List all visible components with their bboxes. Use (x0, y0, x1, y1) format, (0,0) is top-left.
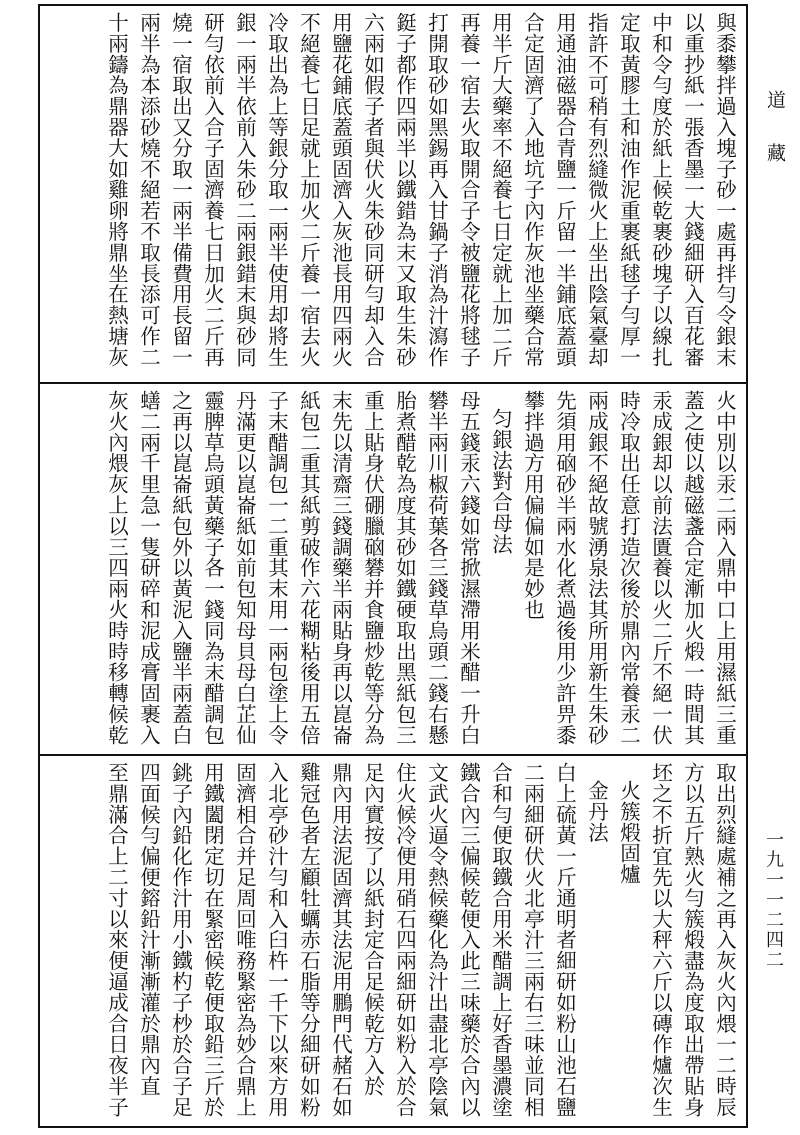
text-column: 合定固濟了入地坑子內作灰池坐藥合常 (520, 12, 545, 368)
book-title: 道 藏 (764, 90, 786, 168)
text-column: 以重抄紙一張香墨一大錢細研入百花審 (680, 12, 705, 368)
text-column: 住火候冷便用硝石四兩細研如粉入於合 (392, 762, 417, 1118)
text-column: 入北亭砂汁勻和入臼杵一千下以來方用 (264, 762, 289, 1118)
text-column: 火簇煅固爐 (616, 780, 641, 885)
text-column: 礬半兩川椒荷葉各三錢草烏頭二錢右懸 (424, 390, 449, 746)
text-column: 時冷取出任意打造次後於鼎內常養汞二 (616, 390, 641, 746)
text-column: 兩成銀不絕故號湧泉法其所用新生朱砂 (584, 390, 609, 746)
text-column: 定取黃膠土和油作泥重裹紙毬子勻厚一 (616, 12, 641, 368)
text-column: 灰火內煨灰上以三四兩火時時移轉候乾 (104, 390, 129, 746)
text-column: 指許不可稍有烈縫微火上坐出陰氣臺却 (584, 12, 609, 368)
page-frame (38, 4, 748, 1128)
text-column: 子末醋調包一二重其末用一兩包塗上令 (264, 390, 289, 746)
text-column: 用鹽花鋪底蓋頭固濟入灰池長用四兩火 (328, 12, 353, 368)
text-column: 至鼎滿合上二寸以來便逼成合日夜半子 (104, 762, 129, 1118)
text-column: 方以五斤熟火勻簇煅盡為度取出帶貼身 (680, 762, 705, 1118)
text-column: 火中別以汞二兩入鼎中口上用濕紙三重 (712, 390, 737, 746)
text-column: 蟮二兩千里急一隻研碎和泥成膏固裹入 (136, 390, 161, 746)
middle-section (40, 384, 746, 754)
text-column: 用通油磁器合青鹽一斤留一半鋪底蓋頭 (552, 12, 577, 368)
text-column: 固濟相合并足周回唯務緊密為妙合鼎上 (232, 762, 257, 1118)
text-column: 母五錢汞六錢如常掀濕滯用米醋一升白 (456, 390, 481, 746)
text-column: 重上貼身伏硼臘硇礬并食鹽炒乾等分為 (360, 390, 385, 746)
text-column: 研勻依前入合子固濟養七日加火二斤再 (200, 12, 225, 368)
top-section (40, 6, 746, 382)
text-column: 兩半為本添砂燒不絕若不取長添可作二 (136, 12, 161, 368)
text-column: 二兩細研伏火北亭汁三兩右三味並同相 (520, 762, 545, 1118)
text-column: 取出烈縫處補之再入灰火內煨一二時辰 (712, 762, 737, 1118)
text-column: 白上硫黃一斤通明者細研如粉山池石鹽 (552, 762, 577, 1118)
text-column: 銚子內鉛化作汁用小鐵杓子杪於合子足 (168, 762, 193, 1118)
text-column: 不絕養七日足就上加火二斤養一宿去火 (296, 12, 321, 368)
text-column: 冷取出為上等銀分取一兩半使用却將生 (264, 12, 289, 368)
text-column: 匀銀法對合母法 (488, 408, 513, 555)
text-column: 汞成銀却以前法匱養以火二斤不絕一伏 (648, 390, 673, 746)
text-column: 先須用硇砂半兩水化煮過後用少許畀黍 (552, 390, 577, 746)
text-column: 鐵合內三偏候乾便入此三味藥於合內以 (456, 762, 481, 1118)
text-column: 攀拌過方用偏偏如是妙也 (520, 390, 545, 620)
text-column: 靈脾草烏頭黃藥子各一錢同為末醋調包 (200, 390, 225, 746)
bottom-section (40, 756, 746, 1126)
text-column: 丹滿更以崑崙紙如前包知母貝母白芷仙 (232, 390, 257, 746)
text-column: 打開取砂如黑錫再入甘鍋子消為汁瀉作 (424, 12, 449, 368)
text-column: 文武火逼令熱候藥化為汁出盡北亭陰氣 (424, 762, 449, 1118)
text-column: 與黍攀拌過入塊子砂一處再拌勻令銀末 (712, 12, 737, 368)
text-column: 胎煮醋乾為度其砂如鐵硬取出黑紙包三 (392, 390, 417, 746)
text-column: 銀一兩半依前入朱砂二兩銀錯末與砂同 (232, 12, 257, 368)
text-column: 鋌子都作四兩半以鐵錯為末又取生朱砂 (392, 12, 417, 368)
text-column: 雞冠色者左顧牡蠣赤石脂等分細研如粉 (296, 762, 321, 1118)
text-column: 坯之不折宜先以大秤六斤以磚作爐次生 (648, 762, 673, 1118)
text-column: 四面候勻偏便鎔鉛汁漸漸灌於鼎內直 (136, 762, 161, 1097)
text-column: 之再以崑崙紙包外以黃泥入鹽半兩蓋白 (168, 390, 193, 746)
text-column: 鼎內用法泥固濟其法泥用鵬門代赭石如 (328, 762, 353, 1118)
text-column: 中和令勻度於紙上候乾裹砂塊子以線扎 (648, 12, 673, 368)
text-column: 再養一宿去火取開合子令被鹽花將毬子 (456, 12, 481, 368)
text-column: 用鐵闔閉定切在緊密候乾便取鉛三斤於 (200, 762, 225, 1118)
text-column: 足內實按了以紙封定合足候乾方入於 (360, 762, 385, 1097)
text-column: 十兩鑄為鼎器大如雞卵將鼎坐在熱塘灰 (104, 12, 129, 368)
text-column: 用半斤大藥率不絕養七日定就上加二斤 (488, 12, 513, 368)
text-column: 燒一宿取出又分取一兩半備費用長留一 (168, 12, 193, 368)
text-column: 金丹法 (584, 780, 609, 843)
text-column: 蓋之使以越磁盞合定漸加火煅一時間其 (680, 390, 705, 746)
page-number: 一九一一二四二 (763, 830, 784, 970)
text-column: 合和勻便取鐵合用米醋調上好香墨濃塗 (488, 762, 513, 1118)
text-column: 紙包二重其紙剪破作六花糊粘後用五倍 (296, 390, 321, 746)
text-column: 末先以清齋三錢調藥半兩貼身再以崑崙 (328, 390, 353, 746)
text-column: 六兩如假子者與伏火朱砂同研勻却入合 (360, 12, 385, 368)
